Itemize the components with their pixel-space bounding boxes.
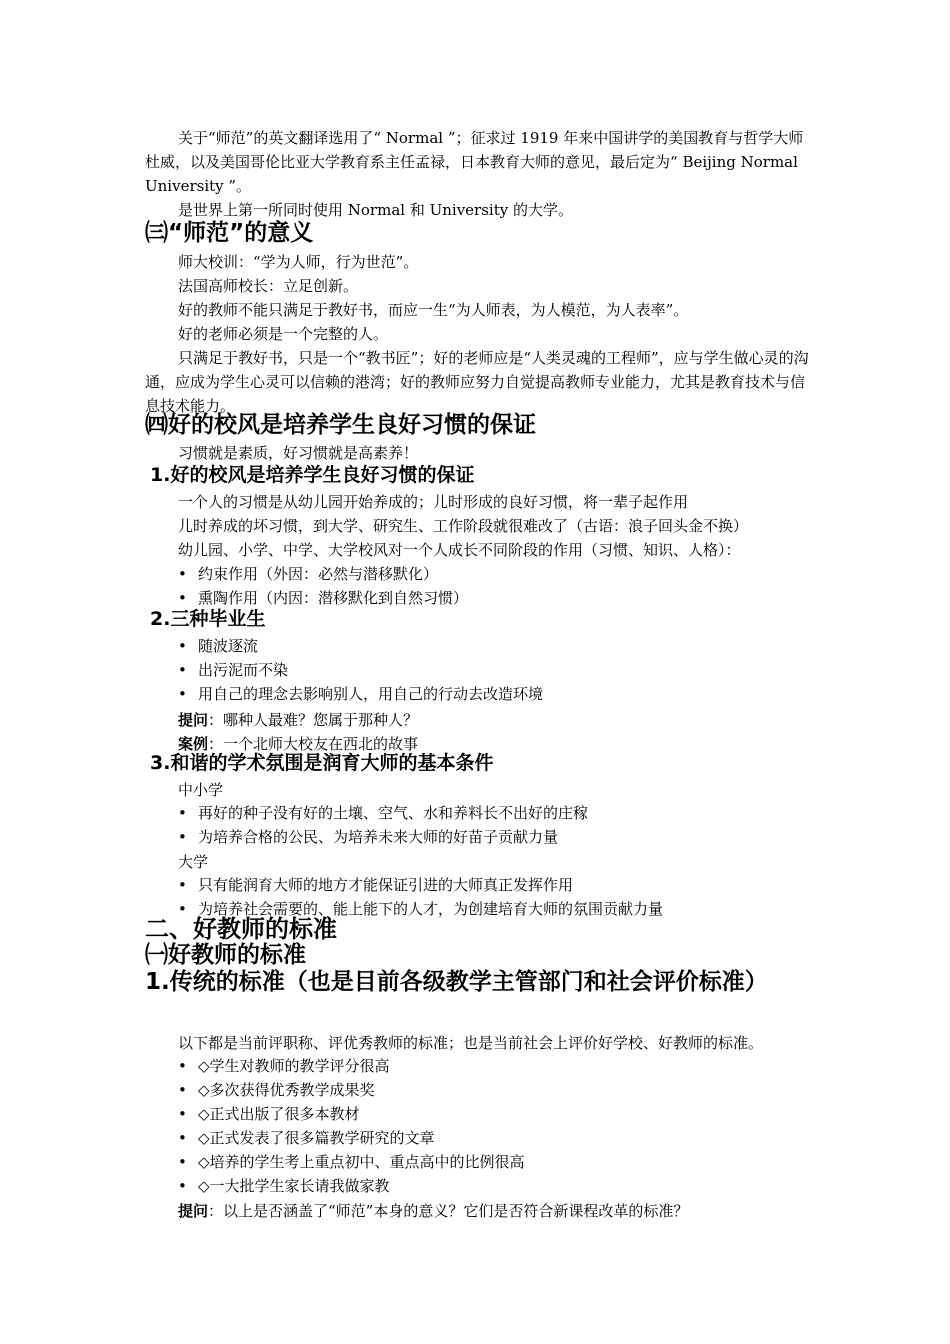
heading-meaning-of-shifan: ㈢“师范”的意义	[145, 220, 314, 246]
question-label: 提问	[178, 711, 209, 729]
paragraph-craftsman: 只满足于教好书，只是一个“教书匠”；好的老师应是“人类灵魂的工程师”，应与学生做心灵的沟通，应成为学生心灵可以信赖的港湾；好的教师应努力自觉提高教师专业能力，尤其是教育技术与信息技术能力。	[145, 349, 809, 415]
paragraph-first-university: 是世界上第一所同时使用 Normal 和 University 的大学。	[178, 201, 573, 219]
question-text: ：以上是否涵盖了“师范”本身的意义？它们是否符合新课程改革的标准？	[208, 1202, 689, 1220]
heading-traditional-standard: 1.传统的标准（也是目前各级教学主管部门和社会评价标准）	[145, 969, 768, 995]
heading-sub1: 1.好的校风是培养学生良好习惯的保证	[150, 464, 475, 486]
traditional-intro: 以下都是当前评职称、评优秀教师的标准；也是当前社会上评价好学校、好教师的标准。	[178, 1034, 764, 1052]
bullet-icon: •	[178, 685, 187, 703]
bullet-icon: •	[178, 1057, 187, 1075]
bullet-icon: •	[178, 1153, 187, 1171]
heading-school-spirit: ㈣好的校风是培养学生良好习惯的保证	[145, 412, 536, 438]
case-text: ：一个北师大校友在西北的故事	[208, 735, 419, 753]
meaning-line: 好的老师必须是一个完整的人。	[178, 325, 389, 343]
bullet-icon: •	[178, 1177, 187, 1195]
meaning-line: 法国高师校长：立足创新。	[178, 277, 359, 295]
meaning-line: 好的教师不能只满足于教好书，而应一生“为人师表，为人模范，为人表率”。	[178, 301, 689, 319]
bullet-icon: •	[178, 900, 187, 918]
question-label: 提问	[178, 1202, 209, 1220]
bullet-icon: •	[178, 1129, 187, 1147]
middle-school-label: 中小学	[178, 781, 224, 799]
bullet-icon: •	[178, 589, 187, 607]
question-text: ：哪种人最难？您属于那种人？	[208, 711, 419, 729]
bullet-icon: •	[178, 637, 187, 655]
case-label: 案例	[178, 735, 209, 753]
bullet-icon: •	[178, 1081, 187, 1099]
heading-good-teacher-standard: ㈠好教师的标准	[145, 942, 306, 968]
bullet-icon: •	[178, 661, 187, 679]
question-line	[178, 1199, 818, 1223]
sub1-line: 儿时养成的坏习惯，到大学、研究生、工作阶段就很难改了（古语：浪子回头金不换）	[178, 517, 749, 535]
bullet-icon: •	[178, 1105, 187, 1123]
university-label: 大学	[178, 853, 209, 871]
bullet-icon: •	[178, 804, 187, 822]
bullet-icon: •	[178, 828, 187, 846]
meaning-line: 师大校训：“学为人师，行为世范”。	[178, 253, 419, 271]
document-page: 关于“师范”的英文翻译选用了“ Normal ”；征求过 1919 年来中国讲学的美国教育与哲学大师杜威，以及美国哥伦比亚大学教育系主任孟禄，日本教育大师的意见，最后定为“ Beijing Normal University ”。 是世界上第一所同时使用 Normal 和 University 的大学。 ㈢“师范”的意义 师大校训：“学为人师，行为世范”。 法国高师校长：立足创新。 好的教师不能只满足于教好书，而应一生“为人师表，为人模范，为人表率”。 好的老师必须是一个完整的人。 只满足于教好书，只是一个“教书匠”；好的老师应是“人类灵魂的工程师”，应与学生做心灵的沟通，应成为学生心灵可以信赖的港湾；好的教师应努力自觉提高教师专业能力，尤其是教育技术与信息技术能力。 ㈣好的校风是培养学生良好习惯的保证 习惯就是素质，好习惯就是高素养！ 1.好的校风是培养学生良好习惯的保证 一个人的习惯是从幼儿园开始养成的；儿时形成的良好习惯，将一辈子起作用 儿时养成的坏习惯，到大学、研究生、工作阶段就很难改了（古语：浪子回头金不换） 幼儿园、小学、中学、大学校风对一个人成长不同阶段的作用（习惯、知识、人格）： • 约束作用（外因：必然与潜移默化） • 熏陶作用（内因：潜移默化到自然习惯） 2.三种毕业生 • 随波逐流 • 出污泥而不染 • 用自己的理念去影响别人，用自己的行动去改造环境 提问：哪种人最难？您属于那种人？ 案例：一个北师大校友在西北的故事 3.和谐的学术氛围是润育大师的基本条件 中小学 • 再好的种子没有好的土壤、空气、水和养料长不出好的庄稼 • 为培养合格的公民、为培养未来大师的好苗子贡献力量 大学 • 只有能润育大师的地方才能保证引进的大师真正发挥作用 • 为培养社会需要的、能上能下的人才，为创建培育大师的氛围贡献力量 二、好教师的标准 ㈠好教师的标准 1.传统的标准（也是目前各级教学主管部门和社会评价标准） 以下都是当前评职称、评优秀教师的标准；也是当前社会上评价好学校、好教师的标准。 • ◇学生对教师的教学评分很高 • ◇多次获得优秀教学成果奖 • ◇正式出版了很多本教材 • ◇正式发表了很多篇教学研究的文章 • ◇培养的学生考上重点初中、重点高中的比例很高 • ◇一大批学生家长请我做家教 提问：以上是否涵盖了“师范”本身的意义？它们是否符合新课程改革的标准？	[0, 0, 950, 1344]
bullet-icon: •	[178, 876, 187, 894]
heading-sub2: 2.三种毕业生	[150, 608, 266, 630]
heading-sub3: 3.和谐的学术氛围是润育大师的基本条件	[150, 752, 494, 774]
sub1-line: 幼儿园、小学、中学、大学校风对一个人成长不同阶段的作用（习惯、知识、人格）：	[178, 541, 741, 559]
habit-line: 习惯就是素质，好习惯就是高素养！	[178, 444, 419, 462]
bullet-icon: •	[178, 565, 187, 583]
sub1-line: 一个人的习惯是从幼儿园开始养成的；儿时形成的良好习惯，将一辈子起作用	[178, 493, 689, 511]
heading-part-two: 二、好教师的标准	[145, 915, 337, 943]
paragraph-normal-translation: 关于“师范”的英文翻译选用了“ Normal ”；征求过 1919 年来中国讲学的美国教育与哲学大师杜威，以及美国哥伦比亚大学教育系主任孟禄，日本教育大师的意见，最后定为“ Beijing Normal University ”。	[145, 129, 804, 195]
question-line	[178, 708, 818, 732]
